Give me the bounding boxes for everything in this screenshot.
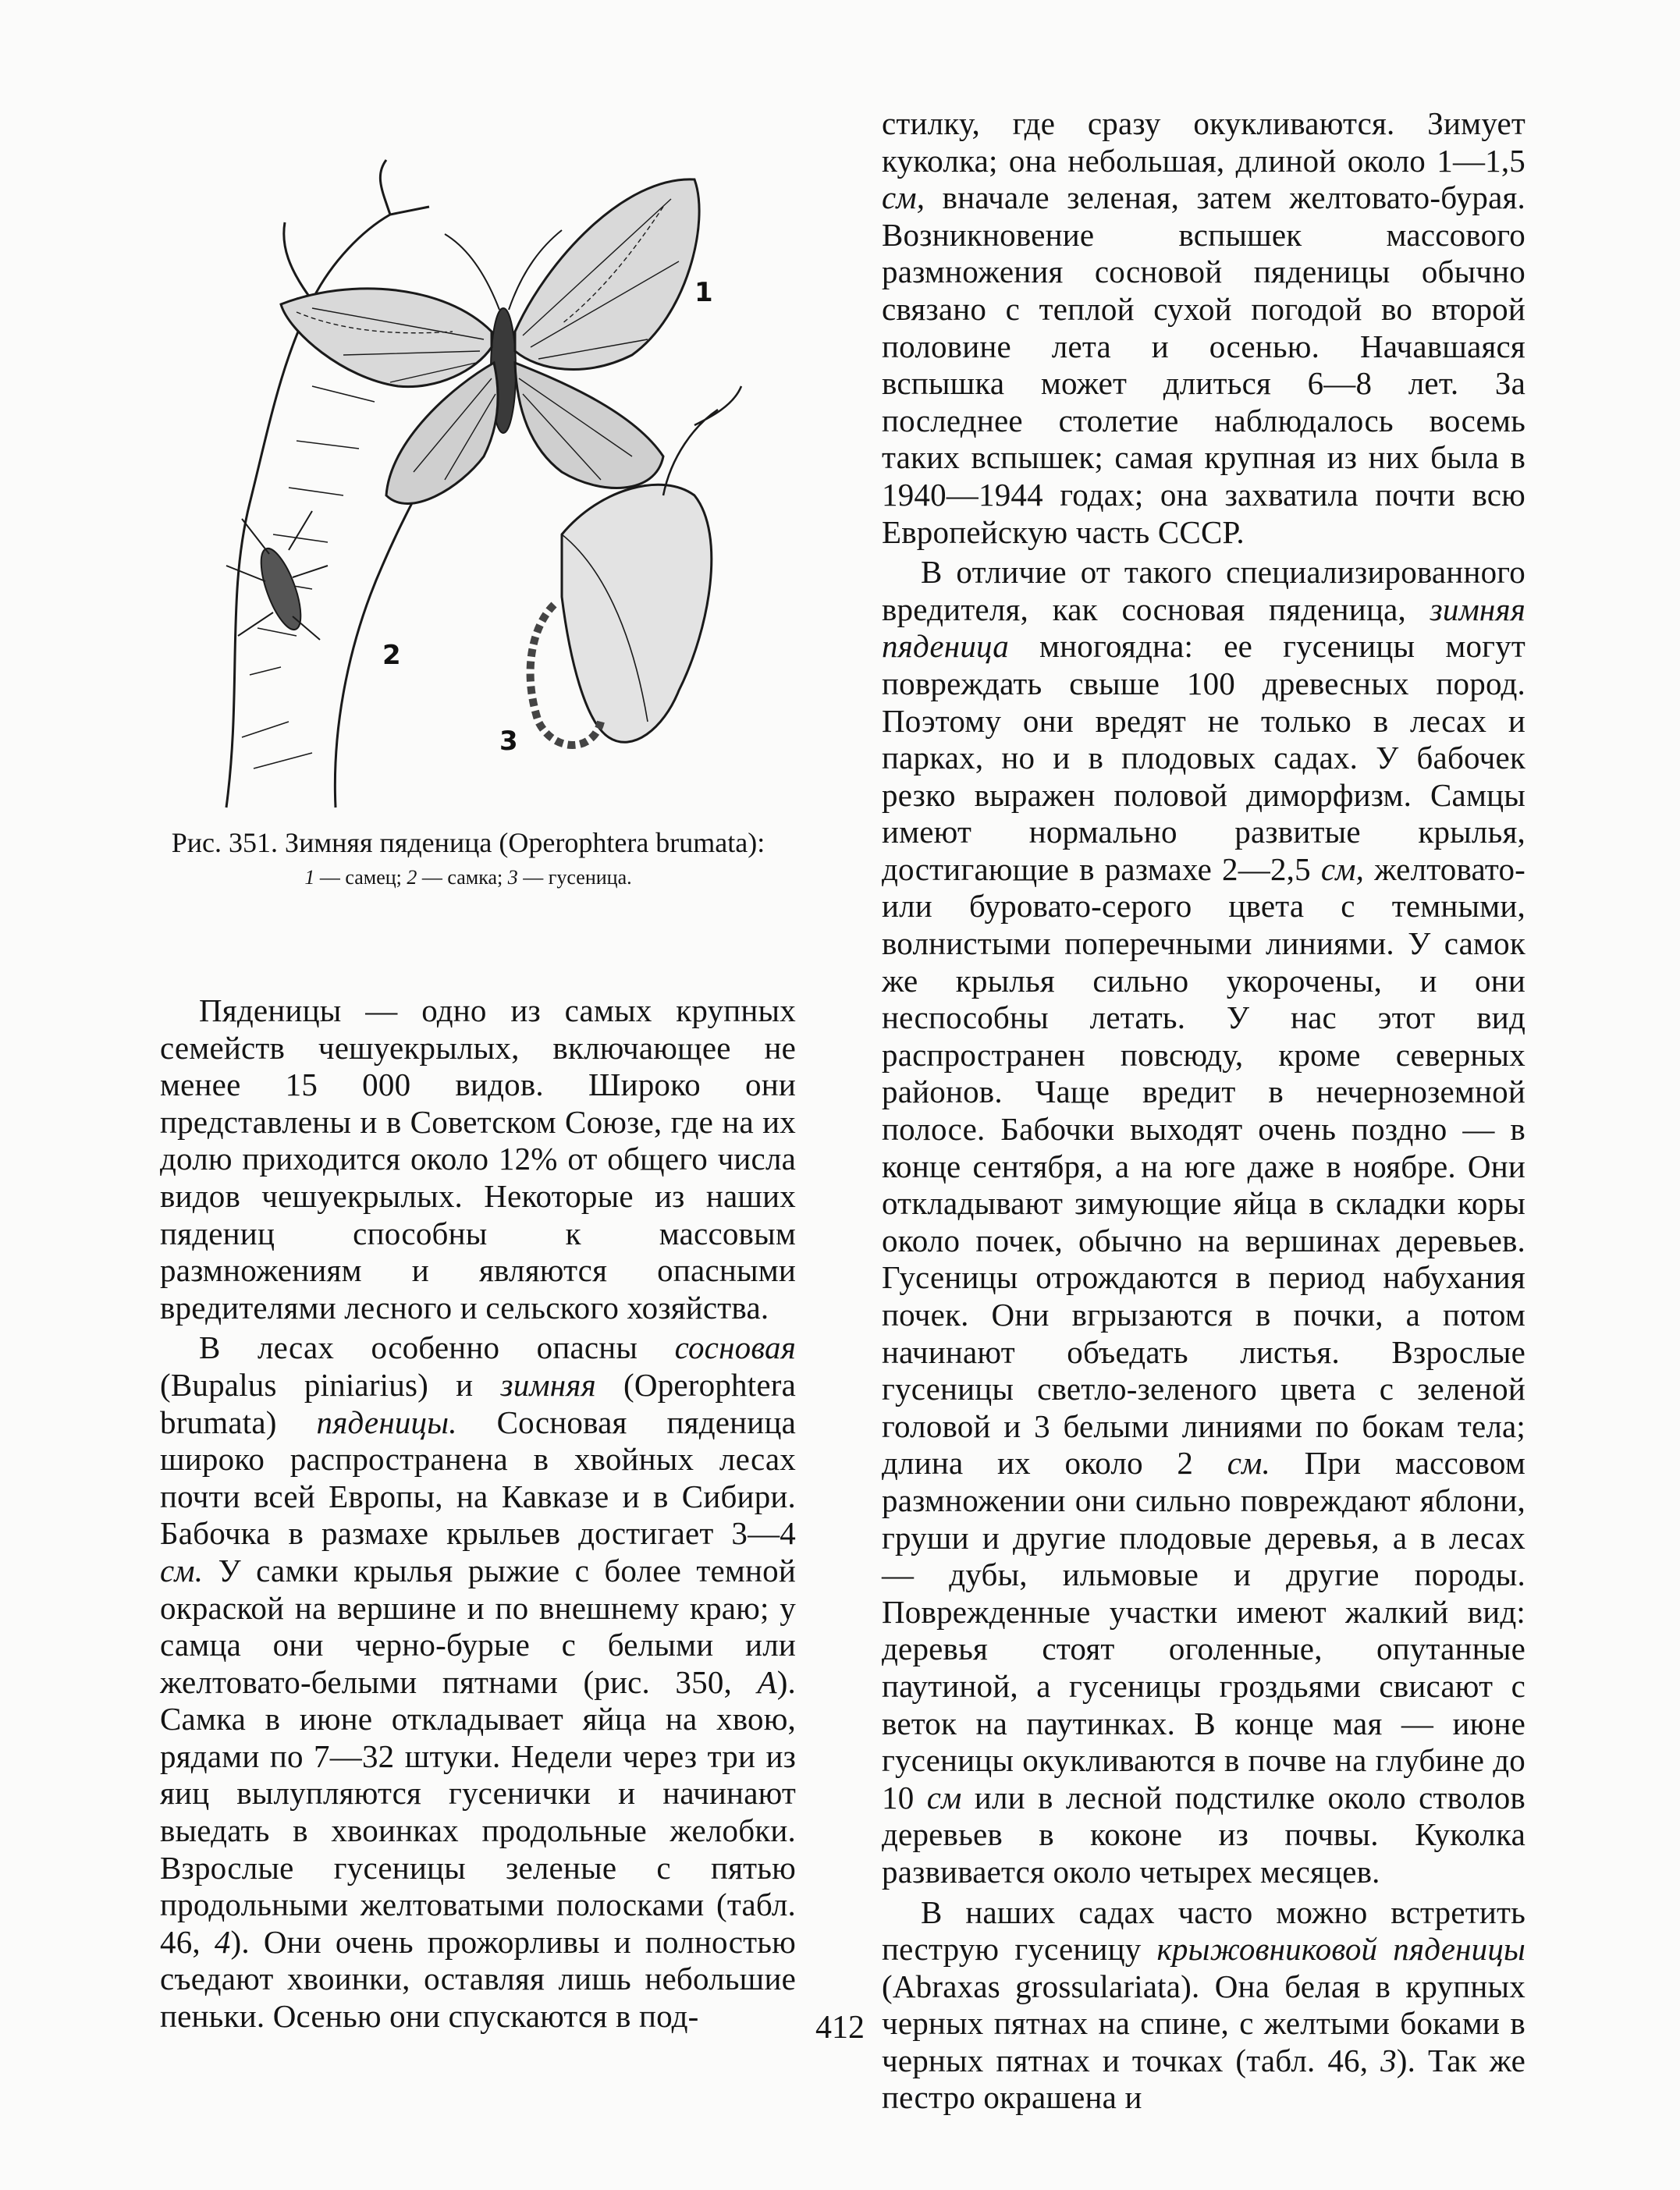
legend-text-2: самка; bbox=[447, 866, 503, 889]
legend-text-1: самец; bbox=[345, 866, 402, 889]
right-paragraph-2: В отличие от такого специализированного вредителя, как сосновая пяденица, зимняя пяденица многоядна: ее гусеницы могут повреждать свыше 100 древесных пород. Поэтому они вредят не только в лесах и парках, но и в плодовых садах. У бабочек резко выражен половой диморфизм. Самцы имеют нормально развитые крылья, достигающие в размахе 2—2,5 см, желтовато- или буровато-серого цвета с темными, волнистыми поперечными линиями. У самок же крылья сильно укорочены, и они неспособны летать. У нас этот вид распространен повсюду, кроме северных районов. Чаще вредит в нечерноземной полосе. Бабочки выходят очень поздно — в конце сентября, а на юге даже в ноябре. Они откладывают зимующие яйца в складки коры около почек, обычно на вершинах деревьев. Гусеницы отрождаются в период набухания почек. Они вгрызаются в почки, а потом начинают объедать листья. Взрослые гусеницы светло-зеленого цвета с зеленой головой и 3 белыми линиями по бокам тела; длина их около 2 см. При массовом размножении они сильно повреждают яблони, груши и другие плодовые деревья, а в лесах — дубы, ильмовые и другие породы. Поврежденные участки имеют жалкий вид: деревья стоят оголенные, опутанные паутиной, а гусеницы гроздьями свисают с веток на паутинках. В конце мая — июне гусеницы окукливаются в почве на глубине до 10 см или в лесной подстилке около стволов деревьев в коконе из почвы. Куколка развивается около четырех месяцев. bbox=[882, 554, 1525, 1890]
legend-text-3: гусеница. bbox=[548, 866, 632, 889]
right-paragraph-3: В наших садах часто можно встретить пеструю гусеницу крыжовниковой пяденицы (Abraxas grossulariata). Она белая в крупных черных пятнах на спине, с желтыми боками в черных пятнах и точках (табл. 46, 3). Так же пестро окрашена и bbox=[882, 1894, 1525, 2116]
winter-moth-illustration bbox=[195, 129, 757, 815]
left-paragraph-1: Пяденицы — одно из самых крупных семейств чешуекрылых, включающее не менее 15 000 видов. Широко они представлены и в Советском Союзе, где на их долю приходится около 12% от общего числа видов чешуекрылых. Некоторые из наших пядениц способны к массовым размножениям и являются опасными вредителями лесного и сельского хозяйства. bbox=[160, 992, 796, 1326]
caption-title: Рис. 351. Зимняя пяденица (Operophtera brumata): bbox=[171, 827, 765, 858]
figure-label-female: 2 bbox=[382, 640, 401, 671]
legend-num-2: 2 bbox=[407, 866, 417, 889]
right-paragraph-1: стилку, где сразу окукливаются. Зимует куколка; она небольшая, длиной около 1—1,5 см, вначале зеленая, затем желтовато-бурая. Возникновение вспышек массового размножения сосновой пяденицы обычно связано с теплой сухой погодой во второй половине лета и осенью. Начавшаяся вспышка может длиться 6—8 лет. За последнее столетие наблюдалось восемь таких вспышек; самая крупная из них была в 1940—1944 годах; она захватила почти всю Европейскую часть СССР. bbox=[882, 105, 1525, 550]
page-number: 412 bbox=[815, 2010, 865, 2046]
left-paragraph-2: В лесах особенно опасны сосновая (Bupalus piniarius) и зимняя (Operophtera brumata) пяденицы. Сосновая пяденица широко распространена в хвойных лесах почти всей Европы, на Кавказе и в Сибири. Бабочка в размахе крыльев достигает 3—4 см. У самки крылья рыжие с более темной окраской на вершине и по внешнему краю; у самца они черно-бурые с белыми или желтовато-белыми пятнами (рис. 350, А). Самка в июне откладывает яйца на хвою, рядами по 7—32 штуки. Недели через три из яиц вылупляются гусенички и начинают выедать в хвоинках продольные желобки. Взрослые гусеницы зеленые с пятью продольными желтоватыми полосками (табл. 46, 4). Они очень прожорливы и полностью съедают хвоинки, оставляя лишь небольшие пеньки. Осенью они спускаются в под- bbox=[160, 1329, 796, 2035]
figure-caption bbox=[168, 825, 769, 893]
legend-num-1: 1 bbox=[304, 866, 315, 889]
figure-label-male: 1 bbox=[694, 277, 713, 308]
legend-num-3: 3 bbox=[507, 866, 518, 889]
left-column bbox=[160, 992, 796, 2036]
right-column bbox=[882, 105, 1525, 2117]
figure-label-caterpillar: 3 bbox=[499, 726, 518, 757]
figure-winter-moth bbox=[195, 129, 757, 815]
caption-legend: 1 — самец; 2 — самка; 3 — гусеница. bbox=[304, 866, 632, 889]
